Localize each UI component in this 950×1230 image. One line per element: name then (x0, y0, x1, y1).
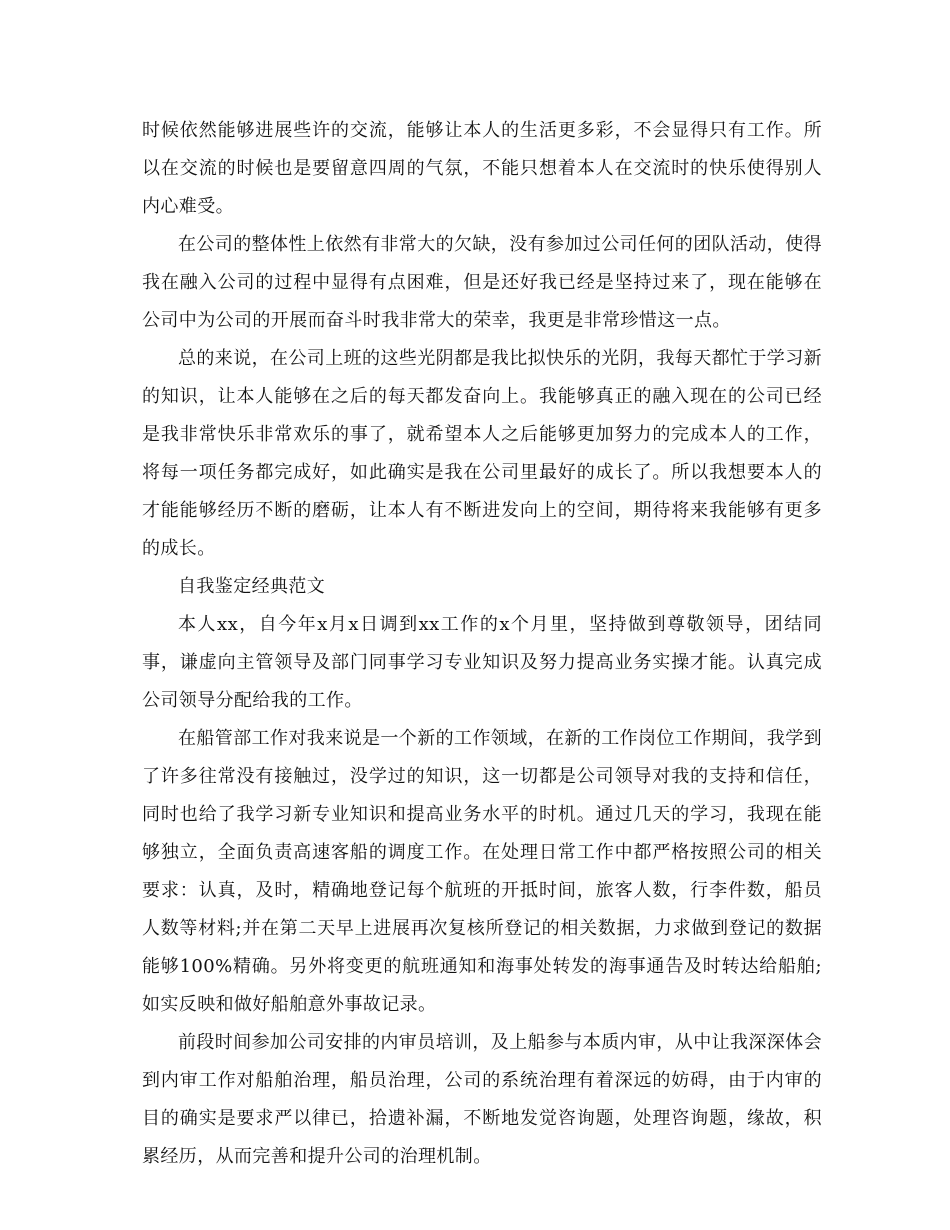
paragraph-summary: 总的来说，在公司上班的这些光阴都是我比拟快乐的光阴，我每天都忙于学习新的知识，让本人能够在之后的每天都发奋向上。我能够真正的融入现在的公司已经是我非常快乐非常欢乐的事了，就希望本人之后能够更加努力的完成本人的工作，将每一项任务都完成好，如此确实是我在公司里最好的成长了。所以我想要本人的才能能够经历不断的磨砺，让本人有不断进发向上的空间，期待将来我能够有更多的成长。 (142, 348, 822, 559)
paragraph-intro: 本人xx，自今年x月x日调到xx工作的x个月里，坚持做到尊敬领导，团结同事，谦虚向主管领导及部门同事学习专业知识及努力提高业务实操才能。认真完成公司领导分配给我的工作。 (142, 614, 822, 711)
paragraph-internal-audit: 前段时间参加公司安排的内审员培训，及上船参与本质内审，从中让我深深体会到内审工作对船舶治理，船员治理，公司的系统治理有着深远的妨碍，由于内审的目的确实是要求严以律已，拾遗补漏，不断地发觉咨询题，处理咨询题，缘故，积累经历，从而完善和提升公司的治理机制。 (142, 1032, 822, 1167)
paragraph-continuation: 时候依然能够进展些许的交流，能够让本人的生活更多彩，不会显得只有工作。所以在交流的时候也是要留意四周的气氛，不能只想着本人在交流时的快乐使得别人内心难受。 (142, 120, 822, 217)
document-body (142, 112, 822, 1176)
paragraph-ship-management: 在船管部工作对我来说是一个新的工作领域，在新的工作岗位工作期间，我学到了许多往常没有接触过，没学过的知识，这一切都是公司领导对我的支持和信任，同时也给了我学习新专业知识和提高业务水平的时机。通过几天的学习，我现在能够独立，全面负责高速客船的调度工作。在处理日常工作中都严格按照公司的相关要求：认真，及时，精确地登记每个航班的开抵时间，旅客人数，行李件数，船员人数等材料;并在第二天早上进展再次复核所登记的相关数据，力求做到登记的数据能够100%精确。另外将变更的航班通知和海事处转发的海事通告及时转达给船舶;如实反映和做好船舶意外事故记录。 (142, 728, 822, 1015)
section-heading: 自我鉴定经典范文 (178, 576, 326, 597)
paragraph-team-activity: 在公司的整体性上依然有非常大的欠缺，没有参加过公司任何的团队活动，使得我在融入公司的过程中显得有点困难，但是还好我已经是坚持过来了，现在能够在公司中为公司的开展而奋斗时我非常大的荣幸，我更是非常珍惜这一点。 (142, 234, 822, 331)
